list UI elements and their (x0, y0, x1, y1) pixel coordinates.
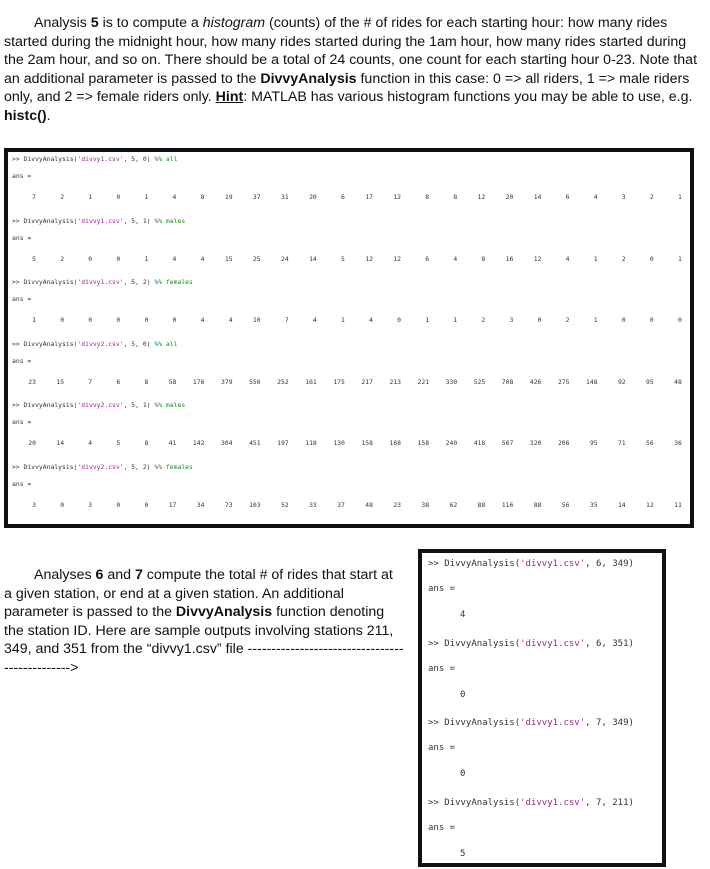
hour-count: 148 (586, 377, 598, 386)
intro-text-run: Hint (215, 89, 244, 105)
hour-count: 25 (252, 254, 261, 263)
hour-count: 4 (565, 254, 570, 263)
hour-count: 8 (144, 377, 149, 386)
hour-count: 95 (646, 377, 654, 386)
intro-text-run: histc() (4, 107, 47, 124)
intro-text-run: histogram (202, 15, 266, 31)
histogram-counts-row (22, 255, 682, 263)
hour-count: 4 (312, 316, 317, 324)
hour-count: 6 (425, 254, 430, 263)
histogram-counts-row (22, 378, 682, 386)
hour-count: 0 (88, 254, 93, 263)
hour-count: 73 (224, 500, 233, 509)
hour-count: 0 (60, 500, 65, 509)
hour-count: 567 (501, 439, 514, 447)
hour-count: 161 (305, 377, 317, 386)
hour-count: 1 (677, 193, 682, 201)
command-line (428, 639, 634, 649)
intro-text-run: . (46, 107, 51, 124)
intro-text-run: DivvyAnalysis (260, 70, 357, 87)
command-line (428, 718, 634, 728)
histogram-counts-row (22, 316, 682, 324)
ans-label: ans = (12, 479, 32, 488)
hour-count: 34 (196, 500, 205, 509)
intro-text-run: : MATLAB has various histogram functions you may be able to use, e.g. (243, 89, 693, 105)
hour-count: 0 (116, 316, 121, 324)
hour-count: 4 (200, 316, 205, 324)
hour-count: 8 (144, 439, 149, 447)
histogram-counts-row (22, 439, 682, 447)
intro-text-run: function in this case: 0 => all riders, 1 => male riders only, and 2 => female riders only. (4, 70, 690, 105)
result-value: 4 (460, 610, 466, 620)
hour-count: 176 (192, 377, 205, 386)
hour-count: 6 (341, 193, 345, 201)
command-filename: 'divvy2.csv' (77, 462, 124, 471)
hour-count: 1 (88, 193, 93, 201)
ans-label: ans = (428, 663, 456, 674)
command-line (428, 559, 634, 569)
command-filename: 'divvy1.csv' (520, 797, 586, 808)
command-comment: %% all (154, 339, 178, 348)
result-value: 0 (460, 689, 466, 700)
hour-count: 5 (116, 439, 121, 447)
result-value: 0 (460, 769, 466, 779)
command-comment: %% all (154, 155, 178, 163)
hour-count: 525 (473, 377, 486, 386)
command-line (12, 340, 177, 348)
hour-count: 16 (505, 254, 514, 263)
hour-count: 62 (449, 500, 458, 509)
command-filename: 'divvy1.csv' (520, 718, 586, 728)
command-filename: 'divvy1.csv' (520, 559, 586, 569)
hour-count: 14 (533, 193, 542, 201)
histogram-counts-row (22, 193, 682, 201)
command-line (12, 217, 185, 225)
ans-label: ans = (12, 356, 32, 365)
hour-count: 5 (32, 254, 36, 263)
hour-count: 0 (649, 316, 654, 324)
hour-count: 37 (337, 500, 345, 509)
hour-count: 4 (88, 439, 93, 447)
hour-count: 1 (593, 316, 598, 324)
hour-count: 2 (481, 316, 486, 324)
hour-count: 4 (369, 316, 373, 324)
hour-count: 451 (249, 439, 261, 447)
hour-count: 240 (445, 439, 458, 447)
ans-label: ans = (428, 743, 456, 753)
hour-count: 14 (56, 439, 65, 447)
command-line (12, 463, 193, 471)
command-args: , 6, 349) (585, 559, 634, 569)
histogram-console-output (4, 148, 694, 528)
hour-count: 2 (60, 193, 65, 201)
hour-count: 2 (565, 316, 570, 324)
hour-count: 1 (677, 254, 682, 263)
hour-count: 20 (28, 439, 36, 447)
command-filename: 'divvy2.csv' (77, 339, 124, 348)
hour-count: 2 (621, 254, 626, 263)
hour-count: 556 (249, 377, 261, 386)
hour-count: 3 (88, 500, 93, 509)
hour-count: 31 (281, 193, 289, 201)
hour-count: 3 (32, 500, 36, 509)
hour-count: 158 (361, 439, 373, 447)
hour-count: 56 (561, 500, 570, 509)
ans-label: ans = (428, 822, 456, 833)
hour-count: 4 (172, 193, 177, 201)
hour-count: 48 (365, 500, 373, 509)
hour-count: 252 (277, 377, 289, 386)
command-args: , 7, 349) (585, 718, 634, 728)
hour-count: 35 (589, 500, 598, 509)
hour-count: 116 (501, 500, 514, 509)
ans-label: ans = (12, 172, 32, 180)
intro-text-run: 5 (90, 15, 99, 31)
intro-text-run: Analysis (34, 15, 91, 31)
hour-count: 52 (281, 500, 289, 509)
command-line (12, 278, 193, 286)
hour-count: 15 (224, 254, 233, 263)
hour-count: 1 (144, 193, 149, 201)
hour-count: 7 (88, 377, 93, 386)
histogram-counts-row (22, 501, 682, 509)
hour-count: 4 (200, 254, 205, 263)
hour-count: 0 (649, 254, 654, 263)
hour-count: 17 (168, 500, 177, 509)
hour-count: 275 (557, 377, 570, 386)
hour-count: 4 (228, 316, 233, 324)
hour-count: 12 (477, 193, 486, 201)
hour-count: 0 (397, 316, 402, 324)
hour-count: 103 (249, 500, 261, 509)
intro-text-run: (counts) of the # of rides for each starting hour: how many rides started during the midnight hour, how many rides started during the 1am hour, how many rides started during the 2am hour, and so on. There should be a total of 24 counts, one count for each starting hour 0-23. Note that an additional parameter is passed to the (4, 15, 698, 87)
hour-count: 38 (421, 500, 430, 509)
hour-count: 6 (565, 193, 570, 201)
hour-count: 24 (281, 254, 289, 263)
hour-count: 36 (674, 439, 682, 447)
command-prefix: >> DivvyAnalysis( (12, 278, 78, 286)
command-args: , 6, 351) (585, 638, 634, 649)
hour-count: 130 (333, 439, 345, 447)
hour-count: 11 (674, 500, 682, 509)
hour-count: 14 (309, 254, 317, 263)
command-filename: 'divvy1.csv' (77, 278, 124, 286)
hour-count: 95 (589, 439, 598, 447)
command-args: , 5, 0) (123, 155, 151, 163)
command-prefix: >> DivvyAnalysis( (428, 797, 521, 808)
intro-text-run: is to compute a (98, 15, 203, 31)
hour-count: 20 (309, 193, 317, 201)
hour-count: 88 (533, 500, 542, 509)
command-filename: 'divvy1.csv' (77, 155, 124, 163)
command-filename: 'divvy1.csv' (77, 216, 124, 225)
command-comment: %% females (154, 462, 193, 471)
hour-count: 175 (333, 377, 345, 386)
hour-count: 8 (453, 193, 458, 201)
hour-count: 0 (60, 316, 65, 324)
stations-text-run: function denoting the station ID. Here are sample outputs involving stations 211, 349, and 351 from the “divvy1.csv” file -----------------------------------------------> (4, 604, 404, 676)
hour-count: 221 (417, 377, 430, 386)
hour-count: 12 (533, 254, 542, 263)
hour-count: 168 (389, 439, 402, 447)
hour-count: 118 (305, 439, 317, 447)
hour-count: 142 (192, 439, 205, 447)
hour-count: 708 (501, 377, 514, 386)
stations-text-run: compute the total # of rides that start at a given station, or end at a given station. An additional parameter is passed to the (4, 567, 393, 620)
command-args: , 5, 1) (123, 401, 151, 409)
stations-text-run: Analyses (34, 567, 96, 583)
ans-label: ans = (428, 584, 456, 594)
hour-count: 320 (529, 439, 542, 447)
hour-count: 58 (168, 377, 177, 386)
command-prefix: >> DivvyAnalysis( (12, 339, 78, 348)
hour-count: 0 (116, 193, 121, 201)
hour-count: 41 (168, 439, 177, 447)
command-args: , 5, 0) (123, 339, 151, 348)
hour-count: 6 (116, 377, 121, 386)
analysis-5-paragraph (4, 14, 704, 125)
hour-count: 12 (365, 254, 373, 263)
hour-count: 33 (309, 500, 317, 509)
hour-count: 88 (477, 500, 486, 509)
hour-count: 92 (617, 377, 626, 386)
hour-count: 48 (674, 377, 682, 386)
hour-count: 1 (32, 316, 36, 324)
hour-count: 0 (677, 316, 682, 324)
hour-count: 1 (341, 316, 345, 324)
command-prefix: >> DivvyAnalysis( (12, 216, 78, 225)
hour-count: 418 (473, 439, 486, 447)
hour-count: 7 (32, 193, 36, 201)
command-prefix: >> DivvyAnalysis( (12, 462, 78, 471)
hour-count: 0 (88, 316, 93, 324)
hour-count: 0 (144, 316, 149, 324)
command-comment: %% females (154, 278, 193, 286)
hour-count: 4 (172, 254, 177, 263)
hour-count: 158 (417, 439, 430, 447)
hour-count: 426 (529, 377, 542, 386)
stations-text-run: 6 (95, 567, 104, 583)
command-prefix: >> DivvyAnalysis( (428, 638, 521, 649)
hour-count: 15 (56, 377, 65, 386)
hour-count: 213 (389, 377, 402, 386)
hour-count: 19 (224, 193, 233, 201)
stations-text-run: DivvyAnalysis (175, 604, 273, 620)
command-line (428, 798, 634, 808)
hour-count: 379 (221, 377, 233, 386)
hour-count: 5 (341, 254, 345, 263)
command-args: , 7, 211) (585, 797, 634, 808)
hour-count: 1 (144, 254, 149, 263)
hour-count: 330 (445, 377, 458, 386)
station-console-output (418, 549, 666, 867)
hour-count: 197 (277, 439, 289, 447)
hour-count: 3 (621, 193, 626, 201)
command-line (12, 155, 177, 163)
hour-count: 3 (509, 316, 514, 324)
hour-count: 0 (537, 316, 542, 324)
hour-count: 0 (116, 500, 121, 509)
ans-label: ans = (12, 233, 32, 242)
command-args: , 5, 1) (123, 216, 151, 225)
hour-count: 23 (393, 500, 402, 509)
command-comment: %% males (154, 401, 186, 409)
command-comment: %% males (154, 216, 186, 225)
hour-count: 1 (425, 316, 430, 324)
hour-count: 56 (646, 439, 654, 447)
command-filename: 'divvy1.csv' (520, 638, 586, 649)
ans-label: ans = (12, 418, 32, 426)
hour-count: 1 (453, 316, 458, 324)
command-args: , 5, 2) (123, 278, 151, 286)
hour-count: 23 (28, 377, 36, 386)
hour-count: 4 (453, 254, 458, 263)
hour-count: 0 (621, 316, 626, 324)
hour-count: 0 (172, 316, 177, 324)
hour-count: 8 (481, 254, 486, 263)
hour-count: 71 (617, 439, 626, 447)
hour-count: 2 (60, 254, 65, 263)
hour-count: 12 (646, 500, 654, 509)
hour-count: 206 (557, 439, 570, 447)
stations-text-run: and (103, 567, 135, 583)
stations-text-run: 7 (134, 567, 143, 583)
analyses-6-7-paragraph (4, 566, 404, 677)
hour-count: 8 (425, 193, 430, 201)
command-prefix: >> DivvyAnalysis( (428, 718, 521, 728)
hour-count: 10 (252, 316, 261, 324)
command-line (12, 401, 185, 409)
ans-label: ans = (12, 295, 32, 303)
hour-count: 20 (505, 193, 514, 201)
hour-count: 12 (393, 193, 402, 201)
hour-count: 7 (284, 316, 289, 324)
hour-count: 0 (116, 254, 121, 263)
hour-count: 4 (593, 193, 598, 201)
command-prefix: >> DivvyAnalysis( (12, 401, 78, 409)
hour-count: 1 (593, 254, 598, 263)
command-prefix: >> DivvyAnalysis( (12, 155, 78, 163)
hour-count: 304 (221, 439, 233, 447)
hour-count: 217 (361, 377, 373, 386)
hour-count: 14 (617, 500, 626, 509)
hour-count: 17 (365, 193, 373, 201)
hour-count: 12 (393, 254, 402, 263)
hour-count: 8 (200, 193, 205, 201)
result-value: 5 (460, 848, 466, 859)
command-prefix: >> DivvyAnalysis( (428, 559, 521, 569)
hour-count: 37 (252, 193, 261, 201)
hour-count: 0 (144, 500, 149, 509)
command-filename: 'divvy2.csv' (77, 401, 124, 409)
hour-count: 2 (649, 193, 654, 201)
command-args: , 5, 2) (123, 462, 151, 471)
